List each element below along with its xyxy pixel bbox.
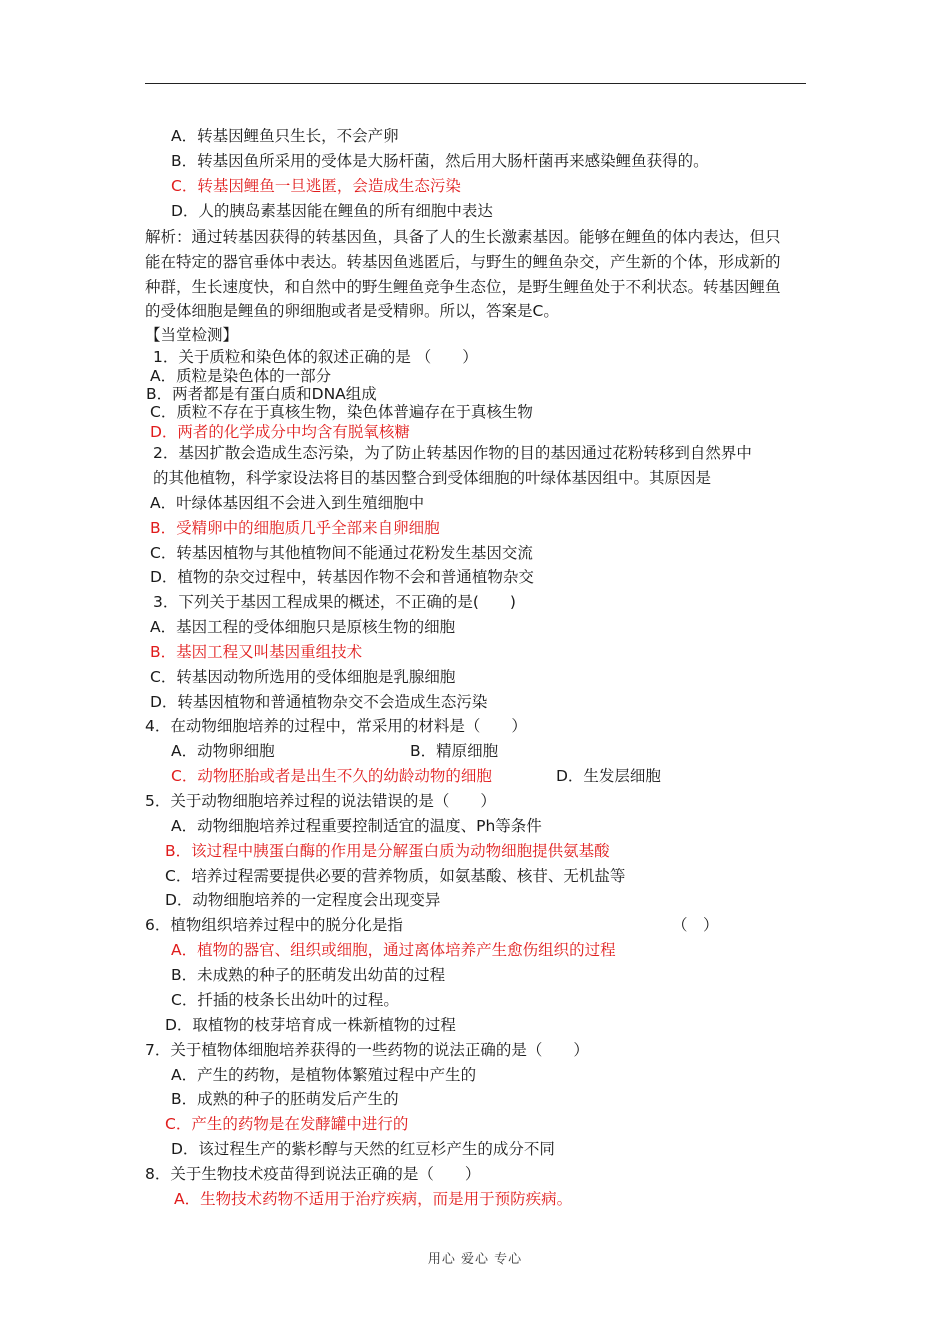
section-title: 【当堂检测】 [145, 326, 239, 344]
q3-option-d: D．转基因植物和普通植物杂交不会造成生态污染 [150, 693, 488, 711]
q6-stem: 6．植物组织培养过程中的脱分化是指 [145, 916, 403, 934]
q4-option-d: D．生发层细胞 [556, 767, 661, 785]
analysis-line: 能在特定的器官垂体中表达。转基因鱼逃匿后，与野生的鲤鱼杂交，产生新的个体，形成新的 [145, 253, 781, 271]
q6-option-c: C．扦插的枝条长出幼叶的过程。 [171, 991, 399, 1009]
q3-option-b: B．基因工程又叫基因重组技术 [150, 643, 363, 661]
q2-stem-line2: 的其他植物，科学家设法将目的基因整合到受体细胞的叶绿体基因组中。其原因是 [153, 469, 712, 487]
q1-option-b: B．两者都是有蛋白质和DNA组成 [146, 385, 377, 403]
q5-option-d: D．动物细胞培养的一定程度会出现变异 [165, 891, 441, 909]
intro-option-c: C．转基因鲤鱼一旦逃匿，会造成生态污染 [171, 177, 461, 195]
q2-option-a: A．叶绿体基因组不会进入到生殖细胞中 [150, 494, 425, 512]
q4-option-b: B．精原细胞 [410, 742, 499, 760]
q5-option-c: C．培养过程需要提供必要的营养物质，如氨基酸、核苷、无机盐等 [165, 867, 626, 885]
intro-option-b: B．转基因鱼所采用的受体是大肠杆菌，然后用大肠杆菌再来感染鲤鱼获得的。 [171, 152, 709, 170]
q6-option-d: D．取植物的枝芽培育成一株新植物的过程 [165, 1016, 456, 1034]
q6-option-b: B．未成熟的种子的胚萌发出幼苗的过程 [171, 966, 446, 984]
q3-option-a: A．基因工程的受体细胞只是原核生物的细胞 [150, 618, 456, 636]
q3-stem: 3．下列关于基因工程成果的概述，不正确的是( ) [153, 593, 516, 611]
q1-option-c: C．质粒不存在于真核生物，染色体普遍存在于真核生物 [150, 403, 533, 421]
q6-option-a: A．植物的器官、组织或细胞，通过离体培养产生愈伤组织的过程 [171, 941, 616, 959]
q2-stem-line1: 2．基因扩散会造成生态污染，为了防止转基因作物的目的基因通过花粉转移到自然界中 [153, 444, 752, 462]
intro-option-a: A．转基因鲤鱼只生长，不会产卵 [171, 127, 399, 145]
q5-option-a: A．动物细胞培养过程重要控制适宜的温度、Ph等条件 [171, 817, 542, 835]
q5-stem: 5．关于动物细胞培养过程的说法错误的是（ ） [145, 792, 496, 810]
q7-option-d: D．该过程生产的紫杉醇与天然的红豆杉产生的成分不同 [171, 1140, 555, 1158]
q3-option-c: C．转基因动物所选用的受体细胞是乳腺细胞 [150, 668, 456, 686]
q4-option-a: A．动物卵细胞 [171, 742, 275, 760]
q7-stem: 7．关于植物体细胞培养获得的一些药物的说法正确的是（ ） [145, 1041, 589, 1059]
q7-option-a: A．产生的药物，是植物体繁殖过程中产生的 [171, 1066, 477, 1084]
q6-answer-paren: （ ） [672, 916, 719, 934]
analysis-line: 解析：通过转基因获得的转基因鱼，具备了人的生长激素基因。能够在鲤鱼的体内表达，但只 [145, 228, 781, 246]
q7-option-b: B．成熟的种子的胚萌发后产生的 [171, 1090, 399, 1108]
q1-stem: 1．关于质粒和染色体的叙述正确的是 （ ） [153, 348, 478, 366]
header-rule [145, 83, 806, 84]
q7-option-c: C．产生的药物是在发酵罐中进行的 [165, 1115, 409, 1133]
analysis-line: 的受体细胞是鲤鱼的卵细胞或者是受精卵。所以，答案是C。 [145, 302, 559, 320]
q2-option-c: C．转基因植物与其他植物间不能通过花粉发生基因交流 [150, 544, 533, 562]
q1-option-d: D．两者的化学成分中均含有脱氧核糖 [150, 423, 410, 441]
q4-stem: 4．在动物细胞培养的过程中，常采用的材料是（ ） [145, 717, 527, 735]
intro-option-d: D．人的胰岛素基因能在鲤鱼的所有细胞中表达 [171, 202, 493, 220]
q2-option-d: D．植物的杂交过程中，转基因作物不会和普通植物杂交 [150, 568, 534, 586]
analysis-line: 种群，生长速度快，和自然中的野生鲤鱼竞争生态位，是野生鲤鱼处于不利状态。转基因鲤鱼 [145, 278, 781, 296]
q4-option-c: C．动物胚胎或者是出生不久的幼龄动物的细胞 [171, 767, 492, 785]
q5-option-b: B．该过程中胰蛋白酶的作用是分解蛋白质为动物细胞提供氨基酸 [165, 842, 610, 860]
q1-option-a: A．质粒是染色体的一部分 [150, 367, 332, 385]
page-footer: 用心 爱心 专心 [427, 1252, 523, 1267]
q8-stem: 8．关于生物技术疫苗得到说法正确的是（ ） [145, 1165, 481, 1183]
q8-option-a: A．生物技术药物不适用于治疗疾病，而是用于预防疾病。 [174, 1190, 573, 1208]
q2-option-b: B．受精卵中的细胞质几乎全部来自卵细胞 [150, 519, 440, 537]
